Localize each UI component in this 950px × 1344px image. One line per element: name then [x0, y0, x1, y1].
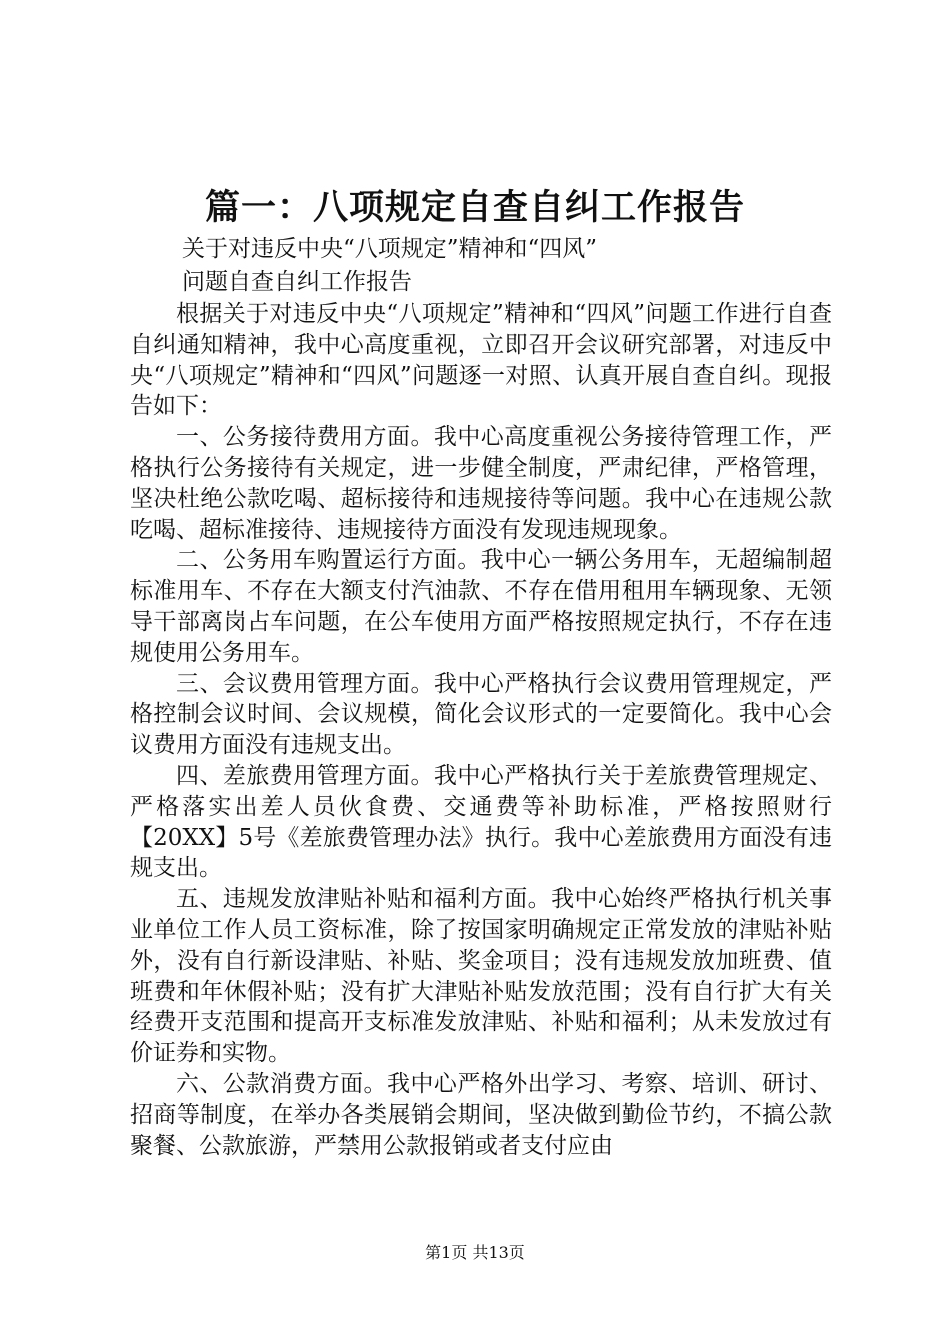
document-body — [130, 299, 832, 1161]
page-footer: 第1页 共13页 — [425, 1243, 525, 1262]
paragraph-reception-costs: 一、公务接待费用方面。我中心高度重视公务接待管理工作，严格执行公务接待有关规定，进一步健全制度，严肃纪律，严格管理，坚决杜绝公款吃喝、超标接待和违规接待等问题。我中心在违规公款吃喝、超标准接待、违规接待方面没有发现违规现象。 — [130, 424, 832, 543]
document-title: 篇一：八项规定自查自纠工作报告 — [204, 187, 745, 228]
document-subtitle-line-1: 关于对违反中央“八项规定”精神和“四风” — [182, 236, 598, 262]
paragraph-official-vehicles: 二、公务用车购置运行方面。我中心一辆公务用车，无超编制超标准用车、不存在大额支付汽油款、不存在借用租用车辆现象、无领导干部离岗占车问题，在公车使用方面严格按照规定执行，不存在违规使用公务用车。 — [130, 547, 832, 666]
paragraph-allowances: 五、违规发放津贴补贴和福利方面。我中心始终严格执行机关事业单位工作人员工资标准，除了按国家明确规定正常发放的津贴补贴外，没有自行新设津贴、补贴、奖金项目；没有违规发放加班费、值班费和年休假补贴；没有扩大津贴补贴发放范围；没有自行扩大有关经费开支范围和提高开支标准发放津贴、补贴和福利；从未发放过有价证券和实物。 — [130, 886, 832, 1067]
paragraph-public-spending: 六、公款消费方面。我中心严格外出学习、考察、培训、研讨、招商等制度，在举办各类展销会期间，坚决做到勤俭节约，不搞公款聚餐、公款旅游，严禁用公款报销或者支付应由 — [130, 1070, 832, 1159]
paragraph-intro: 根据关于对违反中央“八项规定”精神和“四风”问题工作进行自查自纠通知精神，我中心高度重视，立即召开会议研究部署，对违反中央“八项规定”精神和“四风”问题逐一对照、认真开展自查自纠。现报告如下： — [130, 301, 832, 420]
document-subtitle-line-2: 问题自查自纠工作报告 — [182, 269, 412, 295]
paragraph-meeting-costs: 三、会议费用管理方面。我中心严格执行会议费用管理规定，严格控制会议时间、会议规模，简化会议形式的一定要简化。我中心会议费用方面没有违规支出。 — [130, 670, 832, 759]
paragraph-travel-costs: 四、差旅费用管理方面。我中心严格执行关于差旅费管理规定、严格落实出差人员伙食费、交通费等补助标准，严格按照财行【20XX】5号《差旅费管理办法》执行。我中心差旅费用方面没有违规支出。 — [130, 762, 832, 882]
